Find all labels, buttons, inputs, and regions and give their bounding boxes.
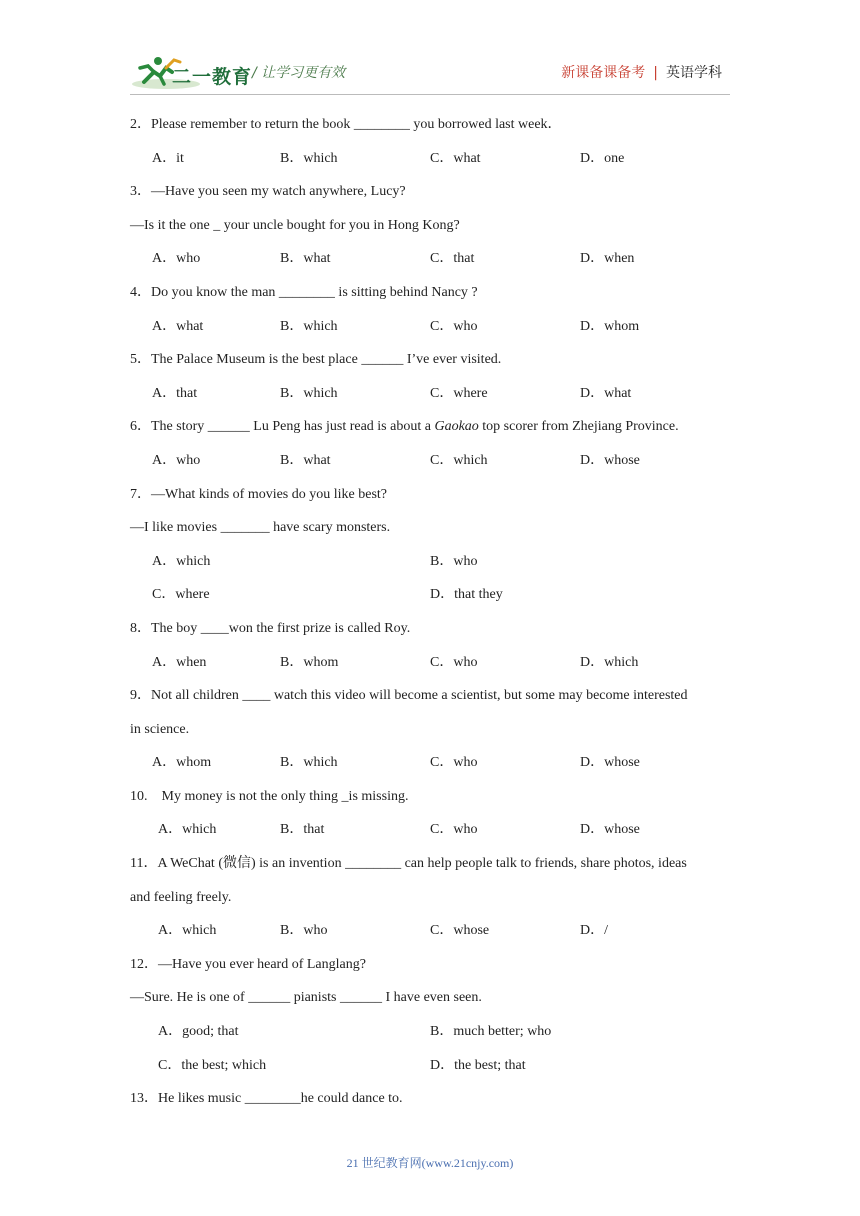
option-a: A．that	[152, 385, 198, 401]
options-row	[130, 1049, 734, 1083]
stem-text: top scorer from Zhejiang Province.	[478, 419, 679, 435]
option-a: A．which	[158, 923, 217, 939]
option-d: D．whose	[580, 755, 640, 771]
option-b: B．much better; who	[430, 1024, 552, 1040]
page-header	[0, 0, 860, 100]
option-a: A．who	[152, 251, 201, 267]
option-a: A．which	[152, 553, 211, 569]
option-a: A．good; that	[158, 1024, 239, 1040]
question-stem: 3．—Have you seen my watch anywhere, Lucy?	[130, 184, 406, 200]
option-c: C．what	[430, 150, 481, 166]
options-row	[130, 310, 734, 344]
option-b: B．which	[280, 318, 338, 334]
question-list	[130, 108, 734, 1116]
question-stem: 10. My money is not the only thing _is missing.	[130, 788, 409, 804]
question-stem-cont: —I like movies _______ have scary monsters.	[130, 520, 391, 536]
option-b: B．who	[280, 923, 328, 939]
options-row	[130, 646, 734, 680]
question-stem: 12．—Have you ever heard of Langlang?	[130, 956, 366, 972]
option-d: D．whose	[580, 822, 640, 838]
option-c: C．who	[430, 318, 478, 334]
stem-text: 6．The story ______ Lu Peng has just read is about a	[130, 419, 435, 435]
option-b: B．which	[280, 150, 338, 166]
options-row	[130, 578, 734, 612]
option-b: B．whom	[280, 654, 339, 670]
option-d: D．/	[580, 923, 608, 939]
option-c: C．that	[430, 251, 475, 267]
option-a: A．it	[152, 150, 184, 166]
subject-label: 英语学科	[666, 65, 722, 81]
option-a: A．who	[152, 452, 201, 468]
question-stem	[130, 410, 734, 444]
option-d: D．whom	[580, 318, 640, 334]
question-stem: 9．Not all children ____ watch this video will become a scientist, but some may become interested	[130, 688, 688, 704]
option-a: A．what	[152, 318, 204, 334]
slogan: / 让学习更有效	[252, 65, 346, 81]
options-row	[130, 444, 734, 478]
course-label: 新课备课备考	[561, 65, 646, 81]
question-stem-cont: —Is it the one _ your uncle bought for you in Hong Kong?	[130, 217, 460, 233]
option-d: D．one	[580, 150, 625, 166]
option-c: C．who	[430, 822, 478, 838]
option-a: A．which	[158, 822, 217, 838]
logo-text: 二一教育	[172, 66, 253, 88]
option-b: B．who	[430, 553, 478, 569]
option-c: C．where	[430, 385, 488, 401]
option-a: A．whom	[152, 755, 212, 771]
options-row	[130, 746, 734, 780]
question-stem-cont: —Sure. He is one of ______ pianists ______ I have even seen.	[130, 990, 482, 1006]
options-row	[130, 377, 734, 411]
option-b: B．what	[280, 251, 331, 267]
option-c: C．which	[430, 452, 488, 468]
option-b: B．which	[280, 755, 338, 771]
option-c: C．where	[152, 587, 210, 603]
question-stem: 7．—What kinds of movies do you like best?	[130, 486, 388, 502]
option-d: D．that they	[430, 587, 503, 603]
option-a: A．when	[152, 654, 207, 670]
option-d: D．what	[580, 385, 632, 401]
option-d: D．the best; that	[430, 1057, 526, 1073]
option-d: D．which	[580, 654, 639, 670]
question-stem: 11．A WeChat (微信) is an invention ________ can help people talk to friends, share photos, ideas	[130, 856, 687, 872]
option-b: B．that	[280, 822, 325, 838]
option-b: B．what	[280, 452, 331, 468]
question-stem: 8．The boy ____won the first prize is called Roy.	[130, 620, 411, 636]
options-row	[130, 545, 734, 579]
options-row	[130, 813, 734, 847]
question-stem: 5．The Palace Museum is the best place ______ I’ve ever visited.	[130, 352, 502, 368]
question-stem: 4．Do you know the man ________ is sitting behind Nancy ?	[130, 284, 478, 300]
options-row	[130, 914, 734, 948]
header-separator: |	[653, 65, 658, 81]
option-c: C．the best; which	[158, 1057, 267, 1073]
question-stem-cont: in science.	[130, 721, 190, 737]
options-row	[130, 142, 734, 176]
page-footer: 21 世纪教育网(www.21cnjy.com)	[346, 1156, 514, 1170]
question-stem: 13．He likes music ________he could dance to.	[130, 1091, 403, 1107]
stem-italic: Gaokao	[434, 419, 479, 435]
header-divider	[130, 94, 730, 95]
options-row	[130, 242, 734, 276]
option-b: B．which	[280, 385, 338, 401]
header-right	[561, 62, 722, 82]
option-d: D．when	[580, 251, 635, 267]
option-c: C．who	[430, 654, 478, 670]
option-d: D．whose	[580, 452, 640, 468]
options-row	[130, 1015, 734, 1049]
question-stem-cont: and feeling freely.	[130, 889, 232, 905]
option-c: C．whose	[430, 923, 490, 939]
question-stem: 2．Please remember to return the book ________ you borrowed last week．	[130, 117, 562, 132]
option-c: C．who	[430, 755, 478, 771]
